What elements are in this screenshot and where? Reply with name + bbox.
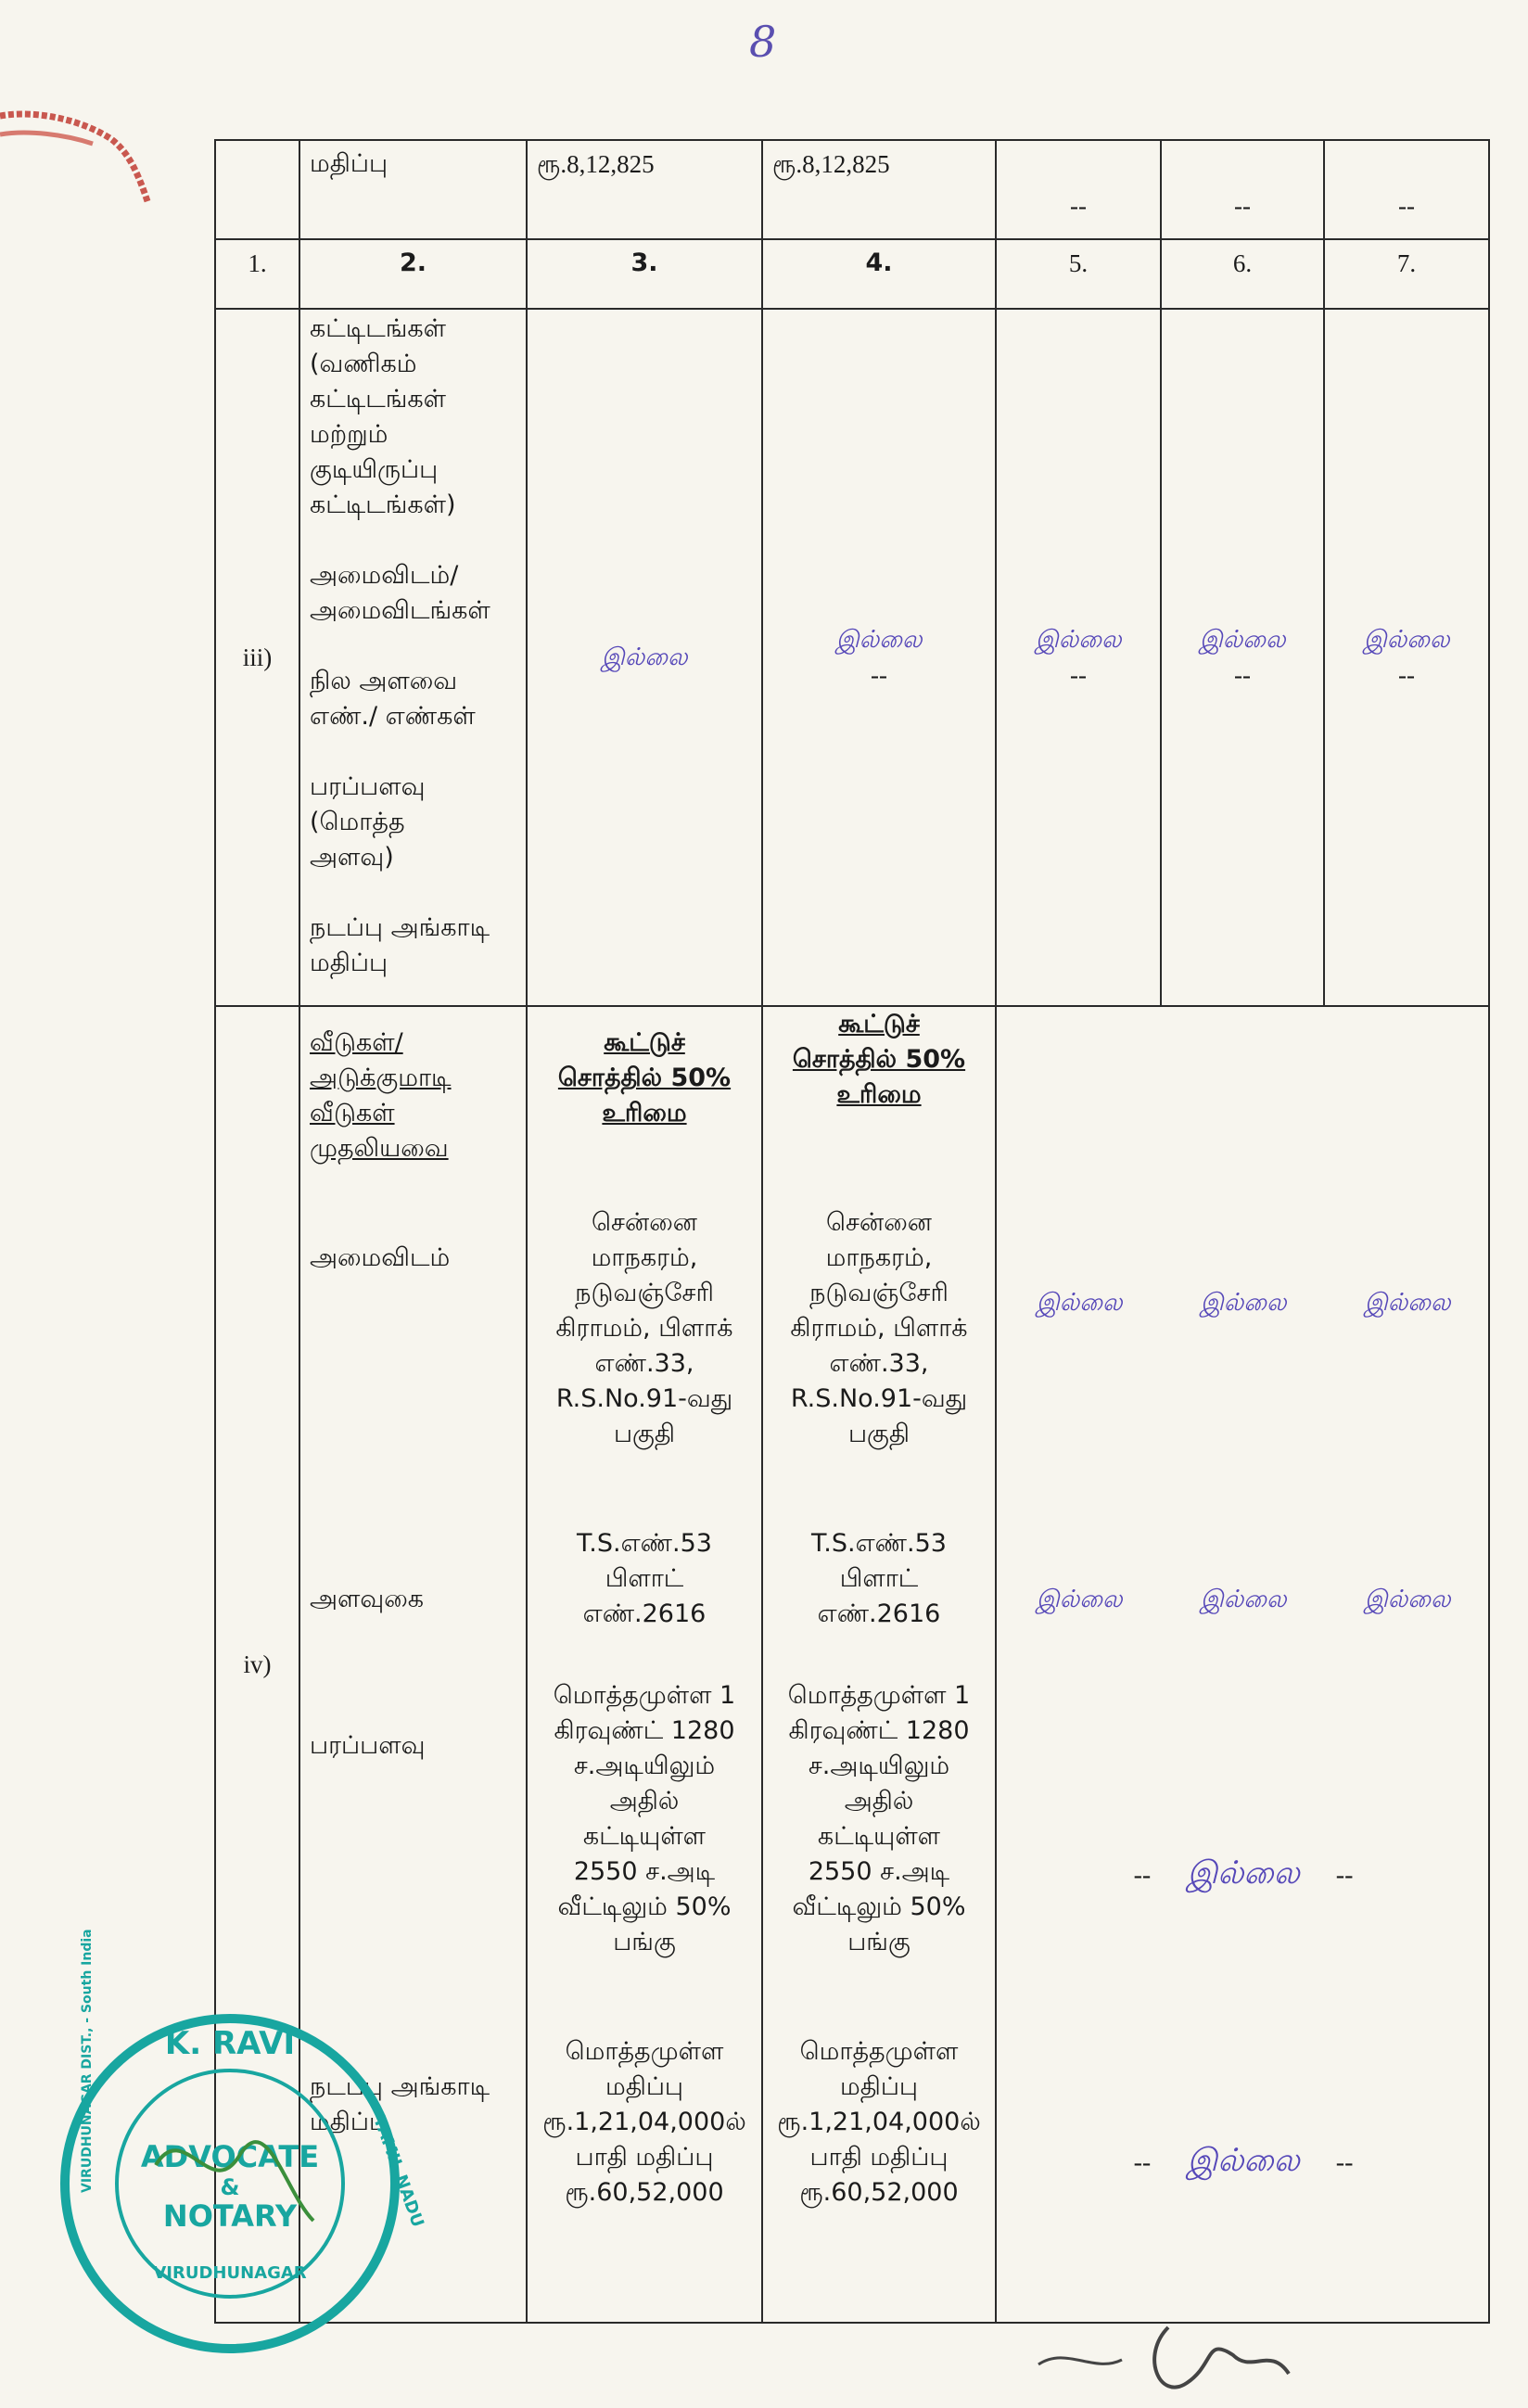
signature-bottom <box>1029 2309 1419 2408</box>
line: அமைவிடம்/ <box>310 561 459 590</box>
line: கூட்டுச் <box>604 1028 685 1057</box>
handwritten-nil: இல்லை <box>1036 1289 1123 1317</box>
line: R.S.No.91-வது <box>555 1384 733 1413</box>
value-nil-line: -- இல்லை -- <box>1133 2142 1354 2179</box>
line: சென்னை <box>826 1208 932 1237</box>
line: பங்கு <box>847 1928 910 1956</box>
stamp-line1: ADVOCATE <box>140 2139 320 2174</box>
line: ச.அடியிலும் <box>808 1752 950 1780</box>
page-number: 8 <box>749 17 777 67</box>
label-location: அமைவிடம் <box>310 1243 451 1272</box>
line: பகுதி <box>613 1420 676 1448</box>
line: கூட்டுச் <box>838 1010 920 1038</box>
line: நடுவஞ்சேரி <box>809 1279 949 1307</box>
line: நடுவஞ்சேரி <box>575 1279 714 1307</box>
stamp-place: VIRUDHUNAGAR <box>153 2263 307 2283</box>
stamp-ring-right: TAMIL NADU <box>369 2113 428 2230</box>
line: வீட்டிலும் 50% <box>557 1892 732 1921</box>
handwritten-nil: இல்லை <box>527 309 762 1006</box>
cell-value-col3: ரூ.8,12,825 <box>527 140 762 239</box>
buildings-description <box>299 309 527 1006</box>
area-nil-line: -- இல்லை -- <box>1133 1854 1354 1892</box>
cell-dash: -- <box>1324 140 1489 239</box>
line: உரிமை <box>836 1080 922 1109</box>
col3-details <box>527 1006 762 2323</box>
handwritten-nil: இல்லை -- <box>1161 309 1324 1006</box>
cell-value-col4: ரூ.8,12,825 <box>762 140 996 239</box>
line: அமைவிடங்கள் <box>310 596 490 625</box>
line: R.S.No.91-வது <box>790 1384 968 1413</box>
line: மற்றும் <box>310 420 388 449</box>
line: வீடுகள் <box>310 1099 395 1128</box>
line: பரப்பளவு <box>310 772 426 801</box>
handwritten-nil: இல்லை -- <box>762 309 996 1006</box>
column-number: 6. <box>1161 239 1324 309</box>
cell-dash: -- <box>996 140 1161 239</box>
line: ரூ.60,52,000 <box>565 2178 724 2207</box>
line: வீடுகள்/ <box>310 1028 403 1057</box>
cell-value-label: மதிப்பு <box>299 140 527 239</box>
line: பிளாட் <box>605 1564 684 1593</box>
line: (மொத்த <box>310 808 405 836</box>
line: ரூ.60,52,000 <box>799 2178 959 2207</box>
line: எண்.33, <box>829 1349 929 1378</box>
nil-columns <box>996 1006 1489 2323</box>
table-row-buildings <box>215 309 1489 1006</box>
cell-dash: -- <box>1161 140 1324 239</box>
line: 2550 ச.அடி <box>573 1857 716 1886</box>
line: ரூ.1,21,04,000ல் <box>542 2108 746 2136</box>
line: சொத்தில் 50% <box>792 1045 966 1074</box>
notary-stamp <box>54 1929 428 2360</box>
column-number: 5. <box>996 239 1161 309</box>
stamp-name: K. RAVI <box>164 2025 296 2062</box>
stamp-ring-left: VIRUDHUNAGAR DIST., - South India <box>80 1929 95 2193</box>
line: பங்கு <box>613 1928 676 1956</box>
stamp-amp: & <box>220 2174 240 2200</box>
line: மொத்தமுள்ள <box>565 2037 724 2066</box>
line: மதிப்பு <box>310 949 388 977</box>
line: முதலியவை <box>310 1134 449 1163</box>
column-number: 4. <box>762 239 996 309</box>
line: ரூ.1,21,04,000ல் <box>777 2108 981 2136</box>
handwritten-nil: இல்லை <box>1200 1586 1287 1613</box>
line: கட்டிடங்கள்) <box>310 491 456 519</box>
label-area: பரப்பளவு <box>310 1731 426 1760</box>
line: குடியிருப்பு <box>310 455 439 484</box>
column-number: 3. <box>527 239 762 309</box>
table-header-row <box>215 239 1489 309</box>
line: பாதி மதிப்பு <box>575 2143 714 2172</box>
handwritten-nil: இல்லை <box>1036 1586 1123 1613</box>
line: எண்.2616 <box>582 1599 707 1628</box>
stamp-line2: NOTARY <box>162 2198 298 2234</box>
tag-string <box>0 102 158 213</box>
line: நடப்பு அங்காடி <box>310 913 490 942</box>
line: பிளாட் <box>839 1564 919 1593</box>
line: கிரவுண்ட் 1280 <box>788 1716 970 1745</box>
line: அடுக்குமாடி <box>310 1064 452 1092</box>
line: மதிப்பு <box>839 2072 919 2101</box>
line: 2550 ச.அடி <box>808 1857 950 1886</box>
cell-empty <box>215 140 299 239</box>
line: எண்.33, <box>594 1349 694 1378</box>
line: உரிமை <box>602 1099 687 1128</box>
line: T.S.எண்.53 <box>811 1529 947 1558</box>
line: கிரவுண்ட் 1280 <box>554 1716 735 1745</box>
column-number: 1. <box>215 239 299 309</box>
line: அதில் <box>609 1787 680 1816</box>
line: அதில் <box>844 1787 914 1816</box>
line: T.S.எண்.53 <box>577 1529 712 1558</box>
handwritten-nil: இல்லை <box>1364 1289 1451 1317</box>
label-type: அளவுகை <box>310 1585 425 1613</box>
line: மொத்தமுள்ள 1 <box>553 1681 736 1710</box>
line: கட்டியுள்ள <box>817 1822 941 1851</box>
row-number: iv) <box>215 1006 299 2323</box>
line: கட்டிடங்கள் <box>310 314 447 343</box>
line: மொத்தமுள்ள 1 <box>787 1681 971 1710</box>
table-row-value <box>215 140 1489 239</box>
row-number: iii) <box>215 309 299 1006</box>
line: அளவு) <box>310 843 394 872</box>
handwritten-nil: இல்லை <box>1200 1289 1287 1317</box>
line: (வணிகம் <box>310 350 417 378</box>
line: நில அளவை <box>310 667 458 695</box>
line: பாதி மதிப்பு <box>809 2143 949 2172</box>
line: பகுதி <box>847 1420 910 1448</box>
line: மாநகரம், <box>591 1243 698 1272</box>
line: கிராமம், பிளாக் <box>555 1314 733 1343</box>
column-number: 2. <box>299 239 527 309</box>
line: சொத்தில் 50% <box>557 1064 732 1092</box>
label-market-value: நடப்பு அங்காடி மதிப்பு <box>310 2072 490 2136</box>
line: எண்./ எண்கள் <box>310 702 476 731</box>
line: சென்னை <box>592 1208 697 1237</box>
line: ச.அடியிலும் <box>573 1752 716 1780</box>
col4-details <box>762 1006 996 2323</box>
handwritten-nil: இல்லை -- <box>1324 309 1489 1006</box>
handwritten-nil: இல்லை -- <box>996 309 1161 1006</box>
asset-table <box>214 139 1490 2324</box>
column-number: 7. <box>1324 239 1489 309</box>
line: மொத்தமுள்ள <box>799 2037 959 2066</box>
line: எண்.2616 <box>817 1599 941 1628</box>
line: வீட்டிலும் 50% <box>792 1892 966 1921</box>
line: மதிப்பு <box>605 2072 684 2101</box>
line: கிராமம், பிளாக் <box>790 1314 968 1343</box>
line: கட்டிடங்கள் <box>310 385 447 414</box>
line: மாநகரம், <box>825 1243 933 1272</box>
handwritten-nil: இல்லை <box>1364 1586 1451 1613</box>
table-row-houses <box>215 1006 1489 2323</box>
line: கட்டியுள்ள <box>582 1822 707 1851</box>
